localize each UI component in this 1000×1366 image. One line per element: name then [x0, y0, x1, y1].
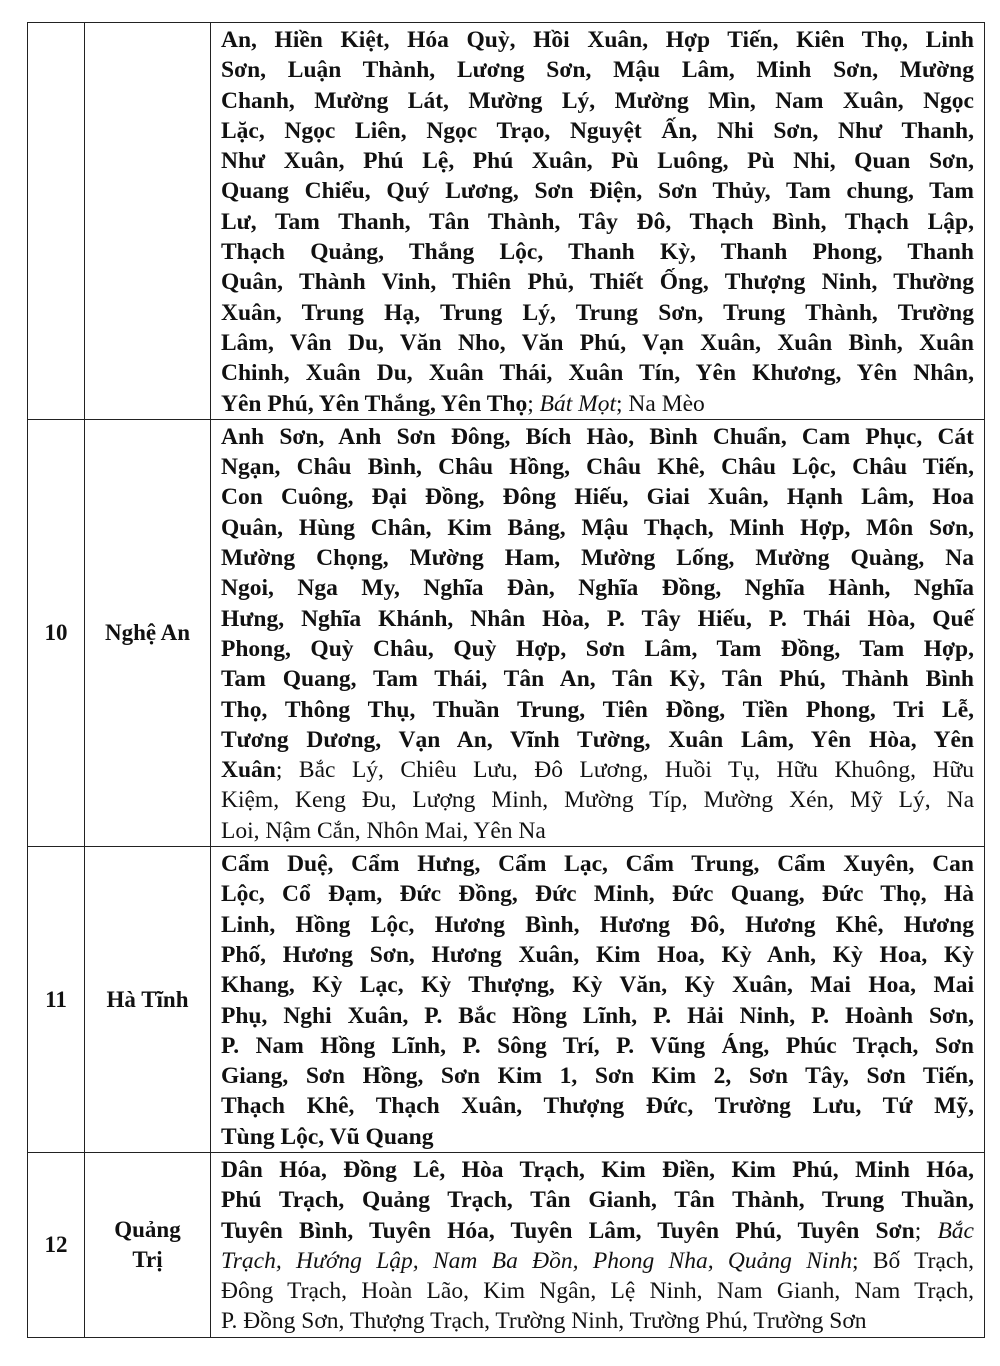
commune-text-bold: Hưng, Nghĩa Khánh, Nhân Hòa, P. Tây Hiếu, P. Thái Hòa, Quế: [221, 605, 974, 632]
commune-line: [221, 389, 974, 419]
commune-line: [221, 940, 974, 970]
commune-text-bold: Sơn, Luận Thành, Lương Sơn, Mậu Lâm, Minh Sơn, Mường: [221, 57, 974, 84]
commune-text-regular: Loi, Nậm Cắn, Nhôn Mai, Yên Na: [221, 817, 546, 844]
commune-text-bold: Con Cuông, Đại Đồng, Đông Hiếu, Giai Xuân, Hạnh Lâm, Hoa: [221, 484, 974, 511]
commune-text-bold: Quân, Hùng Chân, Kim Bảng, Mậu Thạch, Minh Hợp, Môn Sơn,: [221, 514, 974, 541]
commune-text-regular: Kiệm, Keng Đu, Lượng Minh, Mường Típ, Mường Xén, Mỹ Lý, Na: [221, 787, 974, 814]
table-row: [28, 1152, 985, 1337]
commune-line: [221, 55, 974, 85]
commune-line: [221, 146, 974, 176]
commune-text-bold: Lâm, Vân Du, Văn Nho, Văn Phú, Vạn Xuân, Xuân Bình, Xuân: [221, 329, 974, 356]
commune-text-bold: Thọ, Thông Thụ, Thuần Trung, Tiên Đồng, Tiền Phong, Tri Lễ,: [221, 696, 974, 723]
commune-text-regular: Đông Trạch, Hoàn Lão, Kim Ngân, Lệ Ninh, Nam Gianh, Nam Trạch,: [221, 1278, 974, 1305]
commune-text-bold: Xuân: [221, 757, 276, 784]
stt-cell: 12: [28, 1152, 85, 1337]
commune-text-bold: An, Hiền Kiệt, Hóa Quỳ, Hồi Xuân, Hợp Tiến, Kiên Thọ, Linh: [221, 27, 974, 53]
commune-line: [221, 1155, 974, 1185]
commune-text-italic: Bát Mọt: [539, 390, 617, 417]
commune-line: [221, 634, 974, 664]
stt-cell: 11: [28, 847, 85, 1153]
commune-line: [221, 1216, 974, 1246]
commune-text-bold: Mường Chọng, Mường Ham, Mường Lống, Mường Quàng, Na: [221, 545, 974, 572]
commune-text-bold: Tam Quang, Tam Thái, Tân An, Tân Kỳ, Tân Phú, Thành Bình: [221, 666, 974, 693]
commune-line: [221, 849, 974, 879]
commune-line: [221, 725, 974, 755]
province-name-line: Trị: [132, 1246, 163, 1272]
commune-line: [221, 207, 974, 237]
commune-text-bold: Ngoi, Nga My, Nghĩa Đàn, Nghĩa Đồng, Nghĩa Hành, Nghĩa: [221, 575, 974, 602]
commune-line: [221, 604, 974, 634]
commune-text-bold: Giang, Sơn Hồng, Sơn Kim 1, Sơn Kim 2, Sơn Tây, Sơn Tiến,: [221, 1063, 974, 1090]
commune-text-regular: ;: [527, 390, 540, 417]
commune-text-bold: Dân Hóa, Đồng Lê, Hòa Trạch, Kim Điền, Kim Phú, Minh Hóa,: [221, 1156, 974, 1183]
commune-line: [221, 543, 974, 573]
communes-cell: [211, 23, 985, 420]
commune-line: [221, 1061, 974, 1091]
commune-line: [221, 1306, 974, 1336]
province-name-line: Quảng: [114, 1216, 181, 1242]
commune-line: [221, 116, 974, 146]
commune-text-regular: ;: [914, 1217, 938, 1244]
commune-text-bold: Thạch Khê, Thạch Xuân, Thượng Đức, Trường Lưu, Tứ Mỹ,: [221, 1093, 974, 1120]
commune-line: [221, 785, 974, 815]
commune-line: [221, 910, 974, 940]
commune-table: [27, 22, 985, 1338]
stt-cell: 10: [28, 419, 85, 846]
commune-line: [221, 86, 974, 116]
commune-text-regular: ; Bố Trạch,: [851, 1247, 974, 1274]
commune-line: [221, 513, 974, 543]
commune-text-regular: P. Đồng Sơn, Thượng Trạch, Trường Ninh, Trường Phú, Trường Sơn: [221, 1308, 867, 1335]
commune-text-bold: Tuyên Bình, Tuyên Hóa, Tuyên Lâm, Tuyên Phú, Tuyên Sơn: [221, 1217, 915, 1244]
commune-line: [221, 482, 974, 512]
communes-cell: [211, 419, 985, 846]
commune-line: [221, 328, 974, 358]
commune-line: [221, 298, 974, 328]
commune-text-bold: Yên Phú, Yên Thắng, Yên Thọ: [221, 390, 528, 417]
commune-line: [221, 816, 974, 846]
commune-line: [221, 452, 974, 482]
commune-text-regular: ; Bắc Lý, Chiêu Lưu, Đô Lương, Huồi Tụ, Hữu Khuông, Hữu: [275, 757, 974, 784]
commune-line: [221, 1122, 974, 1152]
commune-line: [221, 358, 974, 388]
commune-text-bold: Phố, Hương Sơn, Hương Xuân, Kim Hoa, Kỳ Anh, Kỳ Hoa, Kỳ: [221, 941, 974, 968]
commune-text-bold: P. Nam Hồng Lĩnh, P. Sông Trí, P. Vũng Áng, Phúc Trạch, Sơn: [221, 1032, 974, 1059]
commune-line: [221, 422, 974, 452]
commune-text-bold: Cẩm Duệ, Cẩm Hưng, Cẩm Lạc, Cẩm Trung, Cẩm Xuyên, Can: [221, 851, 974, 878]
commune-text-regular: ; Na Mèo: [616, 390, 705, 417]
communes-cell: [211, 1152, 985, 1337]
commune-line: [221, 176, 974, 206]
table-row: [28, 847, 985, 1153]
commune-text-bold: Quân, Thành Vinh, Thiên Phủ, Thiết Ống, Thượng Ninh, Thường: [221, 269, 974, 296]
commune-line: [221, 573, 974, 603]
commune-line: [221, 1276, 974, 1306]
commune-line: [221, 970, 974, 1000]
commune-text-bold: Như Xuân, Phú Lệ, Phú Xuân, Pù Luông, Pù Nhi, Quan Sơn,: [221, 148, 974, 175]
commune-line: [221, 1031, 974, 1061]
commune-text-bold: Phú Trạch, Quảng Trạch, Tân Gianh, Tân Thành, Trung Thuần,: [221, 1187, 974, 1214]
commune-text-bold: Tùng Lộc, Vũ Quang: [221, 1123, 434, 1150]
commune-line: [221, 237, 974, 267]
commune-line: [221, 695, 974, 725]
commune-text-bold: Khang, Kỳ Lạc, Kỳ Thượng, Kỳ Văn, Kỳ Xuân, Mai Hoa, Mai: [221, 972, 974, 999]
commune-line: [221, 267, 974, 297]
table-row: [28, 419, 985, 846]
commune-text-bold: Ngạn, Châu Bình, Châu Hồng, Châu Khê, Châu Lộc, Châu Tiến,: [221, 454, 974, 481]
commune-text-bold: Thạch Quảng, Thắng Lộc, Thanh Kỳ, Thanh Phong, Thanh: [221, 239, 974, 266]
commune-text-bold: Phong, Quỳ Châu, Quỳ Hợp, Sơn Lâm, Tam Đồng, Tam Hợp,: [221, 635, 974, 662]
province-cell: [85, 23, 211, 420]
communes-cell: [211, 847, 985, 1153]
commune-text-bold: Quang Chiểu, Quý Lương, Sơn Điện, Sơn Thủy, Tam chung, Tam: [221, 178, 974, 205]
table-row: [28, 23, 985, 420]
commune-line: [221, 664, 974, 694]
commune-line: [221, 755, 974, 785]
commune-text-italic: Bắc: [937, 1217, 974, 1244]
commune-line: [221, 879, 974, 909]
commune-line: [221, 1091, 974, 1121]
commune-text-bold: Linh, Hồng Lộc, Hương Bình, Hương Đô, Hương Khê, Hương: [221, 911, 974, 938]
commune-text-bold: Xuân, Trung Hạ, Trung Lý, Trung Sơn, Trung Thành, Trường: [221, 299, 974, 326]
commune-line: [221, 1185, 974, 1215]
province-cell: Nghệ An: [85, 419, 211, 846]
commune-line: [221, 1246, 974, 1276]
province-cell: Hà Tĩnh: [85, 847, 211, 1153]
commune-text-bold: Phụ, Nghi Xuân, P. Bắc Hồng Lĩnh, P. Hải Ninh, P. Hoành Sơn,: [221, 1002, 974, 1029]
stt-cell: [28, 23, 85, 420]
commune-text-bold: Tương Dương, Vạn An, Vĩnh Tường, Xuân Lâm, Yên Hòa, Yên: [221, 726, 974, 753]
commune-text-bold: Chanh, Mường Lát, Mường Lý, Mường Mìn, Nam Xuân, Ngọc: [221, 87, 974, 114]
province-cell: [85, 1152, 211, 1337]
commune-text-bold: Lộc, Cổ Đạm, Đức Đồng, Đức Minh, Đức Quang, Đức Thọ, Hà: [221, 881, 974, 908]
commune-text-bold: Lặc, Ngọc Liên, Ngọc Trạo, Nguyệt Ấn, Nhi Sơn, Như Thanh,: [221, 117, 974, 144]
commune-text-italic: Trạch, Hướng Lập, Nam Ba Đồn, Phong Nha, Quảng Ninh: [221, 1247, 852, 1274]
commune-text-bold: Lư, Tam Thanh, Tân Thành, Tây Đô, Thạch Bình, Thạch Lập,: [221, 208, 974, 235]
commune-line: [221, 1001, 974, 1031]
commune-text-bold: Anh Sơn, Anh Sơn Đông, Bích Hào, Bình Chuẩn, Cam Phục, Cát: [221, 423, 974, 450]
commune-text-bold: Chinh, Xuân Du, Xuân Thái, Xuân Tín, Yên Khương, Yên Nhân,: [221, 360, 974, 387]
commune-line: [221, 25, 974, 55]
